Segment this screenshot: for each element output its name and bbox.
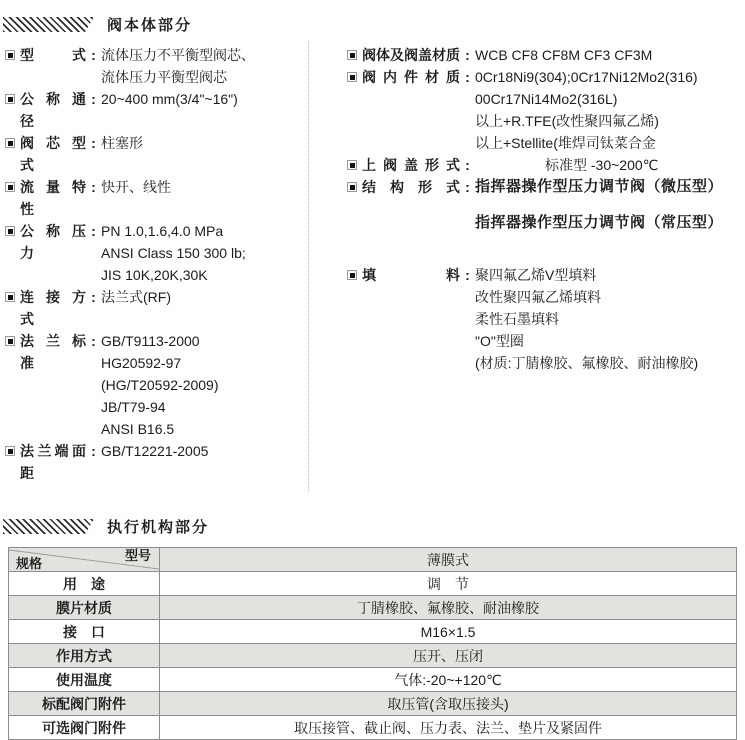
spec-value <box>101 220 246 286</box>
row-value-cell: 调 节 <box>160 572 737 596</box>
spec-item <box>5 286 308 330</box>
spec-label: 阀 芯 型 式 <box>20 135 86 173</box>
spec-value-line: 柱塞形 <box>101 135 143 151</box>
spec-colon: : <box>91 333 96 349</box>
spec-label: 法兰端面距 <box>20 443 86 481</box>
valve-spec-sheet <box>0 14 745 736</box>
spec-value-line: (HG/T20592-2009) <box>101 377 219 393</box>
row-label-cell: 可选阀门附件 <box>9 716 160 740</box>
spec-item <box>5 88 308 132</box>
spec-item <box>5 44 308 88</box>
spec-value-line: JIS 10K,20K,30K <box>101 267 208 283</box>
square-bullet-core <box>8 53 13 58</box>
section-marker-icon <box>3 519 94 534</box>
table-row <box>9 692 737 716</box>
table-row <box>9 644 737 668</box>
square-bullet-core <box>8 295 13 300</box>
spec-colon: : <box>91 223 96 239</box>
spec-label: 结 构 形 式 <box>362 179 460 195</box>
actuator-section-header <box>3 516 745 537</box>
spec-value-line: 以上+R.TFE(改性聚四氟乙烯) <box>475 113 659 129</box>
spec-item <box>5 330 308 440</box>
row-value-cell: 气体:-20~+120℃ <box>160 668 737 692</box>
square-bullet-icon <box>347 270 357 280</box>
valve-body-section-header <box>3 14 745 35</box>
spec-colon: : <box>91 179 96 195</box>
spec-value-line: 法兰式(RF) <box>101 289 171 305</box>
spec-value <box>101 44 255 88</box>
spec-value <box>101 440 208 462</box>
spec-value <box>101 132 143 154</box>
valve-body-right-column <box>309 41 745 492</box>
spec-label: 公 称 压 力 <box>20 223 86 261</box>
spec-label: 型 式 <box>20 47 86 63</box>
spec-value <box>475 44 652 66</box>
valve-body-section-title: 阀本体部分 <box>107 17 193 34</box>
spec-item <box>347 154 745 176</box>
spec-value-line: 流体压力平衡型阀芯 <box>101 69 227 85</box>
table-row <box>9 620 737 644</box>
spec-value-line: 流体压力不平衡型阀芯、 <box>101 47 255 63</box>
square-bullet-icon <box>5 336 15 346</box>
square-bullet-core <box>350 75 355 80</box>
row-value-cell: 压开、压闭 <box>160 644 737 668</box>
actuator-spec-table <box>8 547 737 740</box>
row-label-cell: 标配阀门附件 <box>9 692 160 716</box>
table-header-value: 薄膜式 <box>160 548 737 572</box>
square-bullet-icon <box>347 72 357 82</box>
spec-item <box>5 132 308 176</box>
row-value-cell: 丁腈橡胶、氟橡胶、耐油橡胶 <box>160 596 737 620</box>
spec-colon: : <box>91 135 96 151</box>
square-bullet-core <box>8 185 13 190</box>
square-bullet-icon <box>347 182 357 192</box>
square-bullet-icon <box>5 446 15 456</box>
spec-colon: : <box>91 91 96 107</box>
spec-value-line: WCB CF8 CF8M CF3 CF3M <box>475 47 653 63</box>
spec-colon: : <box>465 47 470 63</box>
square-bullet-icon <box>5 138 15 148</box>
spec-item <box>347 264 745 374</box>
spec-label: 阀 内 件 材 质 <box>362 69 460 85</box>
square-bullet-icon <box>5 226 15 236</box>
spec-value-line: 聚四氟乙烯V型填料 <box>475 267 597 283</box>
spec-value-line: 柔性石墨填料 <box>475 311 559 327</box>
square-bullet-core <box>8 97 13 102</box>
spec-value-line: GB/T9113-2000 <box>101 333 200 349</box>
row-label-cell: 使用温度 <box>9 668 160 692</box>
square-bullet-core <box>8 229 13 234</box>
table-header-row <box>9 548 737 572</box>
spec-colon: : <box>91 289 96 305</box>
spec-item <box>347 176 745 234</box>
row-value-cell: M16×1.5 <box>160 620 737 644</box>
spec-item <box>5 440 308 484</box>
spec-value-line: 00Cr17Ni14Mo2(316L) <box>475 91 618 107</box>
spec-value-line: PN 1.0,1.6,4.0 MPa <box>101 223 224 239</box>
spec-label: 上 阀 盖 形 式 <box>362 157 460 173</box>
corner-label-model: 型号 <box>124 548 151 563</box>
spec-value <box>101 330 219 440</box>
spec-value <box>475 176 723 234</box>
spec-value-line: "O"型圈 <box>475 333 524 349</box>
square-bullet-icon <box>347 160 357 170</box>
row-label-cell: 膜片材质 <box>9 596 160 620</box>
spec-value <box>101 88 238 110</box>
table-row <box>9 572 737 596</box>
row-value-cell: 取压接管、截止阀、压力表、法兰、垫片及紧固件 <box>160 716 737 740</box>
spec-value <box>475 264 698 374</box>
square-bullet-core <box>350 163 355 168</box>
row-label-cell: 作用方式 <box>9 644 160 668</box>
spec-value-line: ANSI B16.5 <box>101 421 175 437</box>
valve-body-left-column <box>5 41 309 492</box>
valve-body-spec-columns <box>0 41 745 492</box>
spec-value <box>101 176 171 198</box>
spec-value-line: 快开、线性 <box>101 179 171 195</box>
square-bullet-icon <box>5 94 15 104</box>
spec-colon: : <box>91 443 96 459</box>
square-bullet-icon <box>5 292 15 302</box>
spec-label: 公 称 通 径 <box>20 91 86 129</box>
square-bullet-core <box>350 185 355 190</box>
spec-colon: : <box>465 69 470 85</box>
spec-value <box>475 154 658 176</box>
spec-value-line: 改性聚四氟乙烯填料 <box>475 289 601 305</box>
row-label-cell: 接 口 <box>9 620 160 644</box>
spec-value-line: 标准型 -30~200℃ <box>545 157 659 173</box>
spec-value-line: (材质:丁腈橡胶、氟橡胶、耐油橡胶) <box>475 355 699 371</box>
corner-cell <box>9 548 160 572</box>
spec-item <box>5 176 308 220</box>
spec-value-line: 指挥器操作型压力调节阀（微压型） <box>475 178 724 195</box>
square-bullet-icon <box>347 50 357 60</box>
spec-label: 流 量 特 性 <box>20 179 86 217</box>
spec-value-line: HG20592-97 <box>101 355 182 371</box>
spec-label: 连 接 方 式 <box>20 289 86 327</box>
corner-label-spec: 规格 <box>16 556 43 571</box>
square-bullet-core <box>8 141 13 146</box>
square-bullet-core <box>8 339 13 344</box>
spec-value <box>101 286 171 308</box>
spec-colon: : <box>91 47 96 63</box>
spec-item <box>347 66 745 154</box>
spec-value-line: 0Cr18Ni9(304);0Cr17Ni12Mo2(316) <box>475 69 698 85</box>
spec-colon: : <box>465 179 470 195</box>
square-bullet-icon <box>5 182 15 192</box>
spec-value-line: 20~400 mm(3/4"~16") <box>101 91 238 107</box>
section-marker-icon <box>3 17 94 32</box>
spec-item <box>347 44 745 66</box>
row-value-cell: 取压管(含取压接头) <box>160 692 737 716</box>
spec-value <box>475 66 698 154</box>
spec-value-line: GB/T12221-2005 <box>101 443 209 459</box>
square-bullet-icon <box>5 50 15 60</box>
spec-value-line: JB/T79-94 <box>101 399 166 415</box>
spec-colon: : <box>465 267 470 283</box>
spec-value-line: 指挥器操作型压力调节阀（常压型） <box>475 214 724 231</box>
spec-label: 阀体及阀盖材质 <box>362 47 460 63</box>
spec-value-line: ANSI Class 150 300 lb; <box>101 245 246 261</box>
spec-label: 法 兰 标 准 <box>20 333 86 371</box>
spec-label: 填 料 <box>362 267 460 283</box>
table-row <box>9 716 737 740</box>
actuator-section-title: 执行机构部分 <box>107 519 210 536</box>
spec-value-line: 以上+Stellite(堆焊司钛菜合金 <box>475 135 656 151</box>
row-label-cell: 用 途 <box>9 572 160 596</box>
spec-item <box>5 220 308 286</box>
square-bullet-core <box>350 273 355 278</box>
square-bullet-core <box>350 53 355 58</box>
table-row <box>9 596 737 620</box>
table-row <box>9 668 737 692</box>
spec-colon: : <box>465 157 470 173</box>
square-bullet-core <box>8 449 13 454</box>
